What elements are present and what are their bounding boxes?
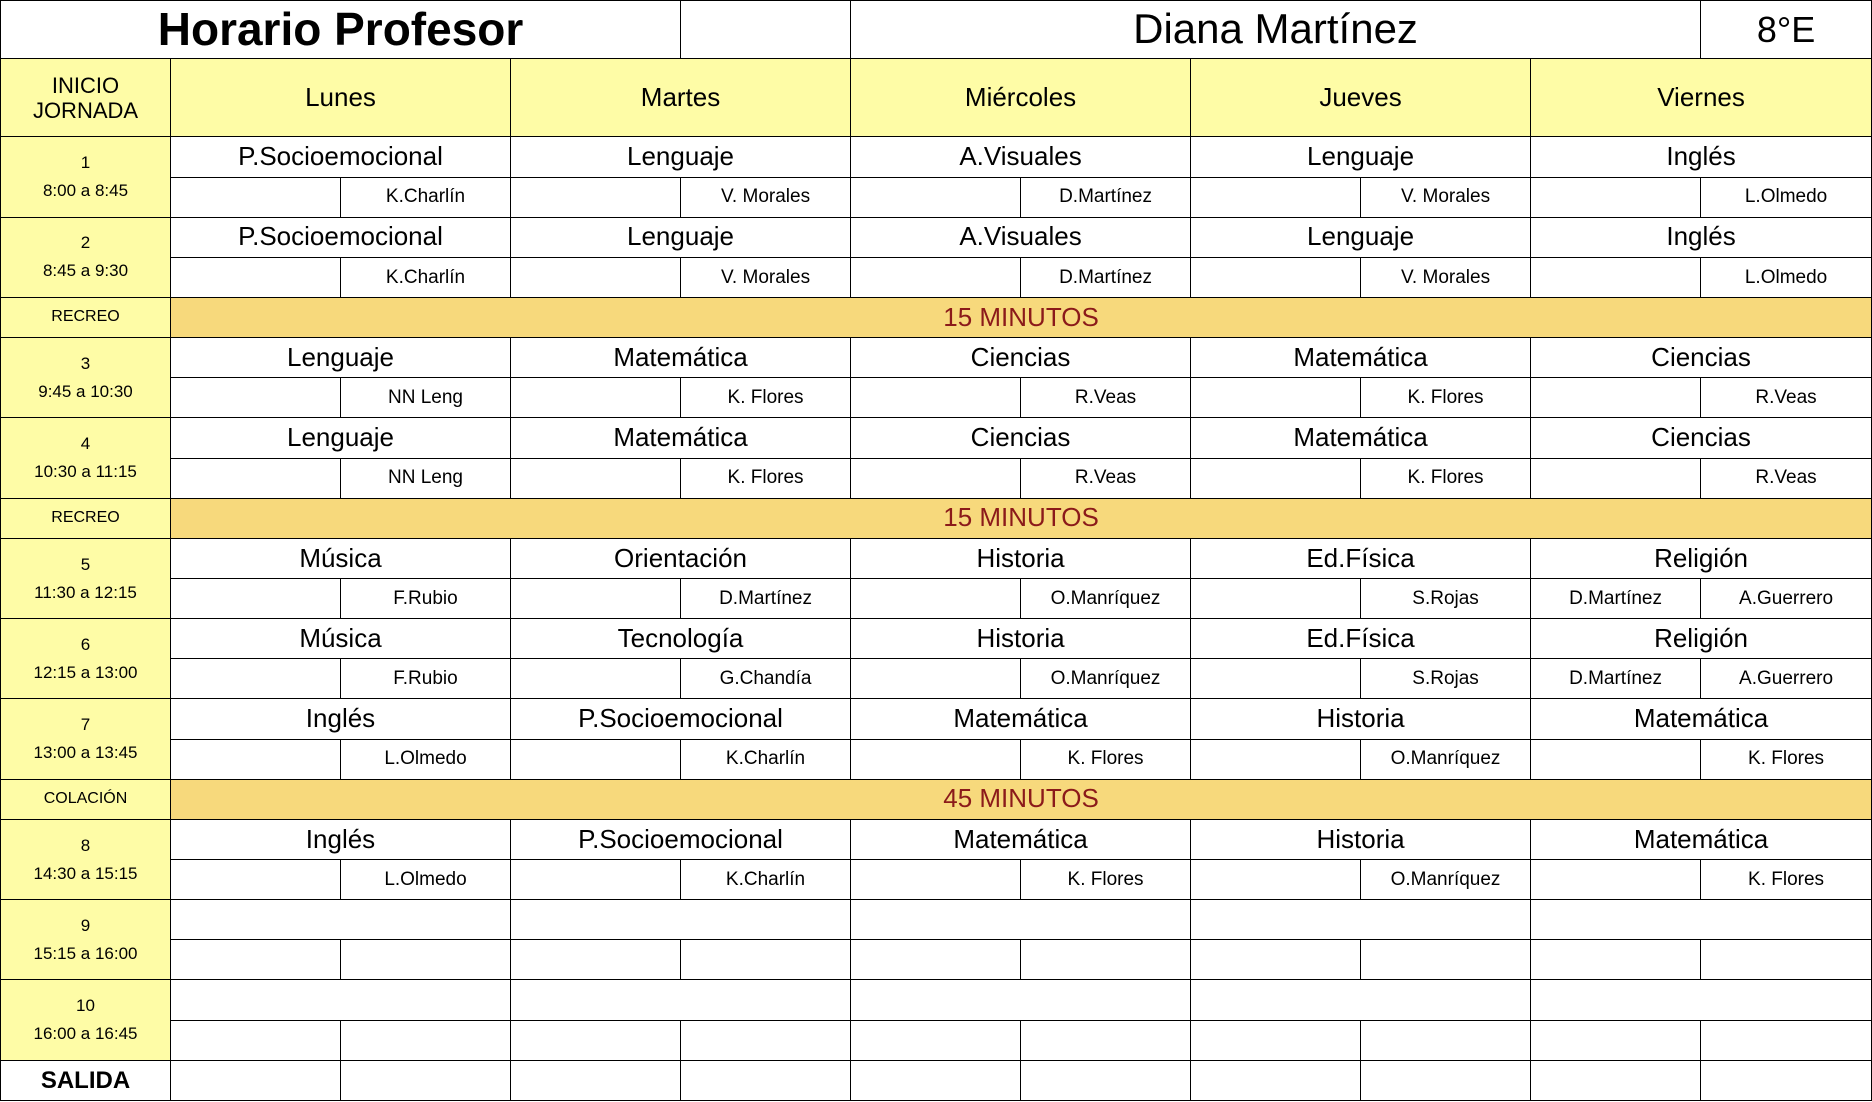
period-number: 8	[80, 835, 91, 855]
subject-cell[interactable]: Tecnología	[511, 619, 851, 659]
teacher-cell-right[interactable]: R.Veas	[1021, 378, 1191, 418]
period-2-subject-row	[1, 217, 1872, 257]
inicio-jornada-header	[1, 59, 171, 137]
subject-cell[interactable]: Matemática	[1531, 819, 1872, 859]
period-label	[1, 900, 171, 980]
period-label	[1, 418, 171, 498]
teacher-cell-right[interactable]: L.Olmedo	[341, 739, 511, 779]
period-label	[1, 538, 171, 618]
teacher-cell-right[interactable]: A.Guerrero	[1701, 659, 1872, 699]
period-number: 7	[80, 715, 91, 735]
period-time: 8:45 a 9:30	[42, 261, 129, 281]
day-header-2: Miércoles	[851, 59, 1191, 137]
teacher-cell-right[interactable]: F.Rubio	[341, 659, 511, 699]
title-row	[1, 1, 1872, 59]
period-label	[1, 699, 171, 779]
subject-cell[interactable]: Matemática	[1191, 418, 1531, 458]
subject-cell[interactable]: Historia	[851, 538, 1191, 578]
teacher-cell-left[interactable]	[1191, 579, 1361, 619]
period-4-subject-row	[1, 418, 1872, 458]
period-4-teacher-row	[1, 458, 1872, 498]
subject-cell[interactable]	[851, 900, 1191, 940]
teacher-cell-left[interactable]	[1191, 177, 1361, 217]
teacher-cell-left[interactable]	[851, 579, 1021, 619]
day-header-row	[1, 59, 1872, 137]
teacher-cell-left[interactable]	[171, 860, 341, 900]
subject-cell[interactable]	[171, 980, 511, 1020]
subject-cell[interactable]: Religión	[1531, 619, 1872, 659]
teacher-cell-left[interactable]	[511, 739, 681, 779]
teacher-cell-right[interactable]: L.Olmedo	[1701, 177, 1872, 217]
teacher-cell-right[interactable]: K.Charlín	[341, 177, 511, 217]
teacher-cell-right[interactable]: R.Veas	[1021, 458, 1191, 498]
teacher-cell-left[interactable]	[511, 860, 681, 900]
teacher-cell-right[interactable]: NN Leng	[341, 378, 511, 418]
subject-cell[interactable]	[1191, 980, 1531, 1020]
day-header-4: Viernes	[1531, 59, 1872, 137]
period-7-teacher-row	[1, 739, 1872, 779]
period-time: 16:00 a 16:45	[33, 1024, 138, 1044]
period-number: 4	[80, 434, 91, 454]
day-header-1: Martes	[511, 59, 851, 137]
teacher-cell-left[interactable]	[851, 378, 1021, 418]
teacher-cell-left[interactable]	[511, 458, 681, 498]
teacher-cell-left[interactable]	[511, 1020, 681, 1060]
period-number: 9	[80, 915, 91, 935]
subject-cell[interactable]: Lenguaje	[511, 137, 851, 177]
period-number: 2	[80, 233, 91, 253]
period-time: 8:00 a 8:45	[42, 181, 129, 201]
period-2-teacher-row	[1, 257, 1872, 297]
subject-cell[interactable]: A.Visuales	[851, 137, 1191, 177]
subject-cell[interactable]: Ciencias	[851, 418, 1191, 458]
teacher-name: Diana Martínez	[851, 1, 1701, 59]
teacher-cell-right[interactable]: O.Manríquez	[1361, 739, 1531, 779]
teacher-cell-left[interactable]	[511, 659, 681, 699]
salida-empty-cell[interactable]	[1191, 1060, 1361, 1100]
teacher-cell-right[interactable]: O.Manríquez	[1361, 860, 1531, 900]
teacher-cell-right[interactable]	[1701, 940, 1872, 980]
subject-cell[interactable]: Ed.Física	[1191, 538, 1531, 578]
teacher-cell-left[interactable]: D.Martínez	[1531, 659, 1701, 699]
teacher-cell-left[interactable]	[1531, 257, 1701, 297]
teacher-cell-left[interactable]	[851, 860, 1021, 900]
teacher-cell-left[interactable]	[171, 579, 341, 619]
subject-cell[interactable]: Ed.Física	[1191, 619, 1531, 659]
subject-cell[interactable]: Lenguaje	[1191, 217, 1531, 257]
teacher-cell-right[interactable]: V. Morales	[1361, 257, 1531, 297]
period-label	[1, 819, 171, 899]
salida-empty-cell[interactable]	[681, 1060, 851, 1100]
salida-empty-cell[interactable]	[511, 1060, 681, 1100]
break-duration: 15 MINUTOS	[171, 298, 1872, 338]
teacher-cell-left[interactable]	[511, 378, 681, 418]
teacher-cell-right[interactable]: V. Morales	[1361, 177, 1531, 217]
period-time: 9:45 a 10:30	[38, 381, 133, 401]
teacher-cell-right[interactable]: R.Veas	[1701, 458, 1872, 498]
teacher-cell-right[interactable]: D.Martínez	[1021, 257, 1191, 297]
page-title: Horario Profesor	[1, 1, 681, 59]
teacher-cell-right[interactable]: A.Guerrero	[1701, 579, 1872, 619]
teacher-cell-left[interactable]	[851, 257, 1021, 297]
teacher-cell-left[interactable]: D.Martínez	[1531, 579, 1701, 619]
period-number: 10	[76, 996, 95, 1016]
teacher-cell-left[interactable]	[1531, 860, 1701, 900]
teacher-cell-right[interactable]	[681, 1020, 851, 1060]
subject-cell[interactable]: Inglés	[1531, 137, 1872, 177]
teacher-cell-left[interactable]	[1191, 1020, 1361, 1060]
teacher-cell-right[interactable]: K. Flores	[1361, 458, 1531, 498]
period-number: 6	[80, 634, 91, 654]
period-7-subject-row	[1, 699, 1872, 739]
subject-cell[interactable]: Matemática	[851, 699, 1191, 739]
teacher-cell-left[interactable]	[1191, 739, 1361, 779]
break-duration: 15 MINUTOS	[171, 498, 1872, 538]
teacher-cell-right[interactable]: D.Martínez	[681, 579, 851, 619]
period-8-subject-row	[1, 819, 1872, 859]
break-row	[1, 779, 1872, 819]
period-10-teacher-row	[1, 1020, 1872, 1060]
teacher-cell-right[interactable]	[341, 1020, 511, 1060]
teacher-cell-right[interactable]: K.Charlín	[341, 257, 511, 297]
subject-cell[interactable]: Lenguaje	[171, 338, 511, 378]
teacher-cell-left[interactable]	[511, 579, 681, 619]
teacher-cell-left[interactable]	[1191, 378, 1361, 418]
teacher-cell-right[interactable]: G.Chandía	[681, 659, 851, 699]
teacher-cell-right[interactable]: K. Flores	[1021, 860, 1191, 900]
salida-empty-cell[interactable]	[851, 1060, 1021, 1100]
break-label: RECREO	[1, 498, 171, 538]
teacher-cell-right[interactable]: K. Flores	[681, 378, 851, 418]
break-label: COLACIÓN	[1, 779, 171, 819]
subject-cell[interactable]: Ciencias	[1531, 418, 1872, 458]
teacher-cell-left[interactable]	[851, 659, 1021, 699]
inicio-label-line2: JORNADA	[32, 97, 139, 123]
period-1-teacher-row	[1, 177, 1872, 217]
subject-cell[interactable]: Historia	[851, 619, 1191, 659]
subject-cell[interactable]	[511, 980, 851, 1020]
teacher-cell-right[interactable]: O.Manríquez	[1021, 579, 1191, 619]
subject-cell[interactable]	[1531, 980, 1872, 1020]
teacher-cell-right[interactable]: O.Manríquez	[1021, 659, 1191, 699]
teacher-cell-right[interactable]: S.Rojas	[1361, 579, 1531, 619]
teacher-cell-right[interactable]	[1361, 940, 1531, 980]
teacher-cell-left[interactable]	[171, 177, 341, 217]
break-duration: 45 MINUTOS	[171, 779, 1872, 819]
period-3-subject-row	[1, 338, 1872, 378]
period-10-subject-row	[1, 980, 1872, 1020]
teacher-cell-left[interactable]	[1191, 940, 1361, 980]
day-header-3: Jueves	[1191, 59, 1531, 137]
period-time: 15:15 a 16:00	[33, 943, 138, 963]
period-label	[1, 619, 171, 699]
subject-cell[interactable]	[1191, 900, 1531, 940]
teacher-cell-right[interactable]: D.Martínez	[1021, 177, 1191, 217]
salida-empty-cell[interactable]	[1701, 1060, 1872, 1100]
teacher-cell-right[interactable]: L.Olmedo	[1701, 257, 1872, 297]
break-row	[1, 498, 1872, 538]
subject-cell[interactable]: Música	[171, 538, 511, 578]
salida-empty-cell[interactable]	[1531, 1060, 1701, 1100]
salida-row	[1, 1060, 1872, 1100]
teacher-cell-right[interactable]: S.Rojas	[1361, 659, 1531, 699]
teacher-cell-right[interactable]: K. Flores	[1701, 739, 1872, 779]
teacher-cell-left[interactable]	[1531, 739, 1701, 779]
teacher-cell-right[interactable]: F.Rubio	[341, 579, 511, 619]
subject-cell[interactable]: Matemática	[511, 338, 851, 378]
period-6-teacher-row	[1, 659, 1872, 699]
subject-cell[interactable]: Inglés	[171, 699, 511, 739]
subject-cell[interactable]: Matemática	[1531, 699, 1872, 739]
teacher-cell-right[interactable]	[681, 940, 851, 980]
period-number: 1	[80, 153, 91, 173]
inicio-label-line1: INICIO	[51, 72, 120, 98]
teacher-cell-right[interactable]: NN Leng	[341, 458, 511, 498]
teacher-cell-left[interactable]	[171, 1020, 341, 1060]
period-time: 10:30 a 11:15	[34, 462, 137, 482]
title-blank-cell	[681, 1, 851, 59]
subject-cell[interactable]: P.Socioemocional	[171, 137, 511, 177]
period-1-subject-row	[1, 137, 1872, 177]
subject-cell[interactable]: Orientación	[511, 538, 851, 578]
teacher-cell-right[interactable]	[1701, 1020, 1872, 1060]
salida-empty-cell[interactable]	[1021, 1060, 1191, 1100]
subject-cell[interactable]: P.Socioemocional	[511, 819, 851, 859]
teacher-cell-left[interactable]	[851, 177, 1021, 217]
teacher-cell-left[interactable]	[851, 739, 1021, 779]
subject-cell[interactable]: P.Socioemocional	[511, 699, 851, 739]
teacher-cell-left[interactable]	[1191, 659, 1361, 699]
subject-cell[interactable]: Historia	[1191, 819, 1531, 859]
teacher-cell-right[interactable]: K. Flores	[681, 458, 851, 498]
subject-cell[interactable]: Historia	[1191, 699, 1531, 739]
salida-empty-cell[interactable]	[1361, 1060, 1531, 1100]
subject-cell[interactable]: Matemática	[851, 819, 1191, 859]
period-9-teacher-row	[1, 940, 1872, 980]
class-label: 8°E	[1701, 1, 1872, 59]
period-label	[1, 338, 171, 418]
teacher-cell-left[interactable]	[511, 257, 681, 297]
teacher-cell-left[interactable]	[1531, 378, 1701, 418]
teacher-cell-right[interactable]: V. Morales	[681, 257, 851, 297]
teacher-cell-left[interactable]	[171, 739, 341, 779]
salida-empty-cell[interactable]	[171, 1060, 341, 1100]
teacher-cell-left[interactable]	[171, 940, 341, 980]
teacher-cell-left[interactable]	[851, 1020, 1021, 1060]
subject-cell[interactable]: Ciencias	[1531, 338, 1872, 378]
teacher-cell-right[interactable]: K. Flores	[1021, 739, 1191, 779]
subject-cell[interactable]: Lenguaje	[171, 418, 511, 458]
period-time: 14:30 a 15:15	[33, 863, 138, 883]
teacher-cell-left[interactable]	[1191, 458, 1361, 498]
teacher-cell-right[interactable]: R.Veas	[1701, 378, 1872, 418]
period-8-teacher-row	[1, 860, 1872, 900]
subject-cell[interactable]: Inglés	[171, 819, 511, 859]
teacher-cell-left[interactable]	[171, 257, 341, 297]
subject-cell[interactable]: P.Socioemocional	[171, 217, 511, 257]
subject-cell[interactable]: Religión	[1531, 538, 1872, 578]
teacher-cell-left[interactable]	[1531, 1020, 1701, 1060]
break-row	[1, 298, 1872, 338]
period-label	[1, 217, 171, 297]
teacher-cell-right[interactable]	[1021, 1020, 1191, 1060]
period-9-subject-row	[1, 900, 1872, 940]
period-5-teacher-row	[1, 579, 1872, 619]
teacher-cell-right[interactable]: K.Charlín	[681, 739, 851, 779]
teacher-cell-right[interactable]: K. Flores	[1361, 378, 1531, 418]
period-6-subject-row	[1, 619, 1872, 659]
subject-cell[interactable]: A.Visuales	[851, 217, 1191, 257]
teacher-cell-left[interactable]	[171, 659, 341, 699]
teacher-cell-left[interactable]	[1531, 458, 1701, 498]
salida-label: SALIDA	[1, 1060, 171, 1100]
period-label	[1, 980, 171, 1060]
period-time: 12:15 a 13:00	[33, 662, 138, 682]
teacher-cell-right[interactable]: L.Olmedo	[341, 860, 511, 900]
teacher-cell-left[interactable]	[1191, 860, 1361, 900]
teacher-cell-right[interactable]: K. Flores	[1701, 860, 1872, 900]
subject-cell[interactable]: Ciencias	[851, 338, 1191, 378]
period-5-subject-row	[1, 538, 1872, 578]
period-label	[1, 137, 171, 217]
period-time: 13:00 a 13:45	[33, 743, 138, 763]
teacher-cell-left[interactable]	[851, 458, 1021, 498]
day-header-0: Lunes	[171, 59, 511, 137]
subject-cell[interactable]	[1531, 900, 1872, 940]
teacher-cell-left[interactable]	[1531, 177, 1701, 217]
subject-cell[interactable]	[851, 980, 1191, 1020]
subject-cell[interactable]: Lenguaje	[1191, 137, 1531, 177]
teacher-cell-right[interactable]: V. Morales	[681, 177, 851, 217]
teacher-cell-left[interactable]	[511, 177, 681, 217]
teacher-cell-right[interactable]	[341, 940, 511, 980]
teacher-cell-right[interactable]: K.Charlín	[681, 860, 851, 900]
subject-cell[interactable]: Inglés	[1531, 217, 1872, 257]
subject-cell[interactable]	[171, 900, 511, 940]
break-label: RECREO	[1, 298, 171, 338]
period-number: 5	[80, 554, 91, 574]
teacher-cell-right[interactable]	[1361, 1020, 1531, 1060]
salida-empty-cell[interactable]	[341, 1060, 511, 1100]
period-3-teacher-row	[1, 378, 1872, 418]
period-number: 3	[80, 353, 91, 373]
subject-cell[interactable]: Lenguaje	[511, 217, 851, 257]
teacher-cell-left[interactable]	[1191, 257, 1361, 297]
subject-cell[interactable]: Matemática	[511, 418, 851, 458]
teacher-cell-left[interactable]	[171, 378, 341, 418]
subject-cell[interactable]	[511, 900, 851, 940]
teacher-cell-left[interactable]	[1531, 940, 1701, 980]
teacher-cell-left[interactable]	[511, 940, 681, 980]
subject-cell[interactable]: Música	[171, 619, 511, 659]
subject-cell[interactable]: Matemática	[1191, 338, 1531, 378]
period-time: 11:30 a 12:15	[34, 582, 137, 602]
teacher-cell-right[interactable]	[1021, 940, 1191, 980]
teacher-cell-left[interactable]	[171, 458, 341, 498]
teacher-cell-left[interactable]	[851, 940, 1021, 980]
